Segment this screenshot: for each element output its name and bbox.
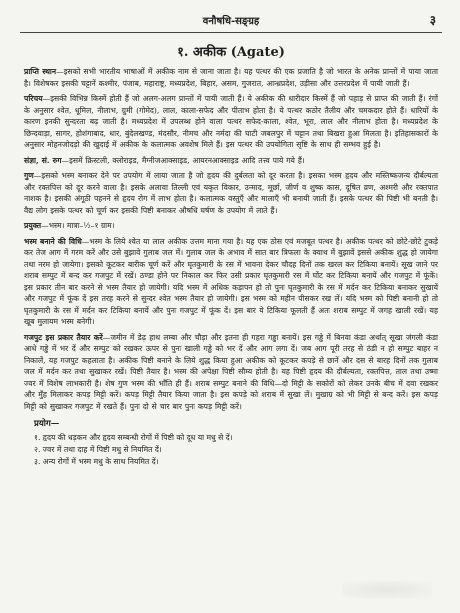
names-label: संज्ञा, सं. रुग	[24, 155, 62, 165]
dose-label: प्रयुक्त	[24, 221, 42, 230]
availability-paragraph	[24, 66, 438, 89]
uses-item: २. ज्वर में तथा दाह में पिष्टी मधु से नियमित दें।	[34, 445, 162, 454]
availability-text: —इसको सभी भारतीय भाषाओं में अकीक नाम से जाना जाता है। यह पत्थर की एक प्रजाति है जो भारत के अनेक प्रान्तों में पाया जाता है। विशेषकर इसकी चट्टानें कश्मीर, पंजाब, महाराष्ट्र, मध्यप्रदेश, बिहार, असम, गुजरात, आन्ध्रप्रदेश, उड़ीसा और उत्तरप्रदेश में पायी जाती हैं।	[24, 67, 438, 88]
bhasma-method-paragraph	[24, 236, 438, 328]
running-title: वनौषधि-सङ्ग्रह	[202, 16, 260, 27]
paper-smudge	[342, 581, 432, 599]
names-text: —इसमें क्रिस्टली, क्लोराइड, मैग्नीजआक्साइड, आयरनआक्साइड आदि तत्त्व पाये गये हैं।	[61, 155, 305, 165]
gajaputa-paragraph	[24, 332, 438, 413]
introduction-text: —इसकी विभिन्न किस्में होती हैं जो अलग-अलग प्रान्तों में पायी जाती हैं। ये अकीक की धारीदार किस्में हैं जो पहाड़ से प्राप्त की जाती हैं। रंगों के अनुसार श्वेत, धूमिल, नीलाभ, ग्रुमी (गोमेद), लाल, काला-सफेद और पीताभ होता है। ये पत्थर कठोर तैलीय और चमकदार होते हैं। धारियों के कारण इनकी सुन्दरता बढ़ जाती है। मध्यप्रदेश में उपलब्ध होने वाला पत्थर सफेद-काला, श्वेत, भूरा, लाल और नीलाभ होता है। मध्यप्रदेश के छिन्दवाड़ा, सागर, होशंगाबाद, धार, बुंदेलखण्ड, मंदसौर, नीमच और नर्मदा की घाटी जबलपुर में चट्टान तथा बिखरा हुआ मिलता है। इतिहासकारों के अनुसार मोहनजोदड़ो की खुदाई में अकीक के कलात्मक अवशेष मिले हैं। इस पत्थर की उपयोगिता सृष्टि के साथ ही सम्भव हुई है।	[24, 94, 438, 149]
availability-label: प्राप्ति स्थान	[24, 67, 57, 76]
bhasma-method-text: —भस्म के लिये श्वेत या लाल अकीक उत्तम माना गया है। यह एक ठोस एवं मजबूत पत्थर है। अकीक पत्थर को छोटे-छोटे टुकड़े कर तेज आग में गरम करें और उसे बुझावे गुलाब जल में। गुलाब जल के अभाव में सात बार त्रिफला के क्वाथ में बुझावें इससे अकीक शुद्ध हो जायेगा तथा नरम हो जायेगा। इसको कूटकर बारीक चूर्ण करें और घृतकुमारी के रस में भावना देकर चौदह दिनों तक खरल कर टिकिया बनायें। सूख जाने पर शराब सम्पुट में बन्द कर गजपुट में रखें। ठण्डा होने पर निकाल कर फिर उसी प्रकार घृतकुमारी रस में घोंट कर टिकिया बनायें और गजपुट में फूंकें। इस प्रकार तीन बार करने से भस्म तैयार हो जायेगी। यदि भस्म में अधिक कड़ापन हो तो पुनः घृतकुमारी के रस में मर्दन कर टिकिया बनाकर सुखायें और गजपुट में फूंक दें इस तरह करने से सुन्दर श्वेत भस्म तैयार हो जायेगी। इस भस्म को महीन पीसकर रख लें। यदि भस्म को पिष्टी बनानी हो तो घृतकुमारी के रस में मर्दन कर टिकिया बनायें और पुनः गजपुट में फूंक दें। इस बार ये टिकिया फूलती हैं अतः शराब सम्पुट में जगह खाली रखें। यह खूब मुलायम भस्म बनेगी।	[24, 236, 438, 326]
uses-heading: प्रयोग—	[34, 419, 60, 429]
uses-item: ३. अन्य रोगों में भस्म मधु के साथ नियमित दें।	[34, 457, 159, 466]
bhasma-method-label: भस्म बनाने की विधि	[24, 236, 82, 246]
chapter-title: १. अकीक (Agate)	[177, 45, 285, 60]
dose-paragraph	[24, 220, 438, 232]
running-header	[20, 10, 442, 33]
gajaputa-label: गजपुट इस प्रकार तैयार करें	[24, 332, 103, 342]
uses-item: १. हृदय की धड़कन और हृदय सम्बन्धी रोगों में पिष्टी को दूध या मधु से दें।	[34, 433, 233, 442]
gajaputa-text: —जमीन में डेढ़ हाथ लम्बा और चौड़ा और इतना ही गहरा गड्ढा बनायें। इस गड्ढे में बिनवा कंडा अर्थात् सूखा जंगली कंडा आधे गड्ढे में भर दें और सम्पुट को रखकर ऊपर से पुनः खाली गड्ढे को भर दें और आग लगा दें। जब आग पूरी तरह से ठंडी न हो सम्पुट बाहर न निकालें, यह गजपुट कहलाता है। अकीक पिष्टी बनाने के लिये शुद्ध किया हुआ अकीक को कूटकर कपड़े से छानें और दस से बारह दिनों तक गुलाब जल में मर्दन कर तथा सुखाकर रखें। पिष्टी तैयार है। भस्म की अपेक्षा पिष्टी सौम्य होती है। यह पिष्टी हृदय की दौर्बल्यता, रक्तपित्त, ताल तथा उष्मा ज्वर में विशेष लाभकारी है। शेष गुण भस्म की भाँति ही हैं। शराब सम्पुट बनाने की विधि—दो मिट्टी के सकोरों को लेकर उनके बीच में दवा रखकर और मुँह मिलाकर कपड़ मिट्टी करें। कपड़ मिट्टी तैयार किया जाता है। इस कपड़े को शराब में सुखा लें। मुखाग्र को भी मिट्टी से बन्द करें। इस कपड़ मिट्टी को सुखाकर गजपुट में रखते हैं। पुनः दो से चार बार पुनः कपड़ मिट्टी करें।	[24, 332, 438, 411]
properties-label: गुण	[24, 171, 34, 180]
introduction-paragraph	[24, 93, 438, 151]
page-number: ३	[429, 13, 436, 27]
names-paragraph	[24, 155, 438, 167]
uses-list	[24, 432, 438, 468]
properties-text: —इसको भस्म बनाकर देने पर उपयोग में लाया जाता है जो हृदय की दुर्बलता को दूर करता है। इसका भस्म हृदय और मस्तिष्कजन्य दौर्बल्यता और रक्तपित्त को दूर करने वाला है। इसके अलावा तिल्ली एवं यकृत विकार, उन्माद, मूर्छा, जीर्ण व शुष्क कास, दूषित व्रण, अश्मरी और रक्तपात नाशक है। इसकी अंगूठी पहनने से हृदय रोग में लाभ होता है। कलात्मक वस्तुएँ और मालाएँ भी बनायी जाती हैं। इसके पत्थर की पिष्टी भी बनती है। वैद्य लोग इसके पत्थर को चूर्ण कर इसकी पिष्टी बनाकर औषधि घर्षण के उपयोग में लाते हैं।	[24, 171, 438, 215]
properties-paragraph	[24, 170, 438, 216]
dose-text: —भस्म। मात्रा–½–१ ग्राम।	[41, 221, 115, 230]
introduction-label: परिचय	[24, 94, 43, 103]
